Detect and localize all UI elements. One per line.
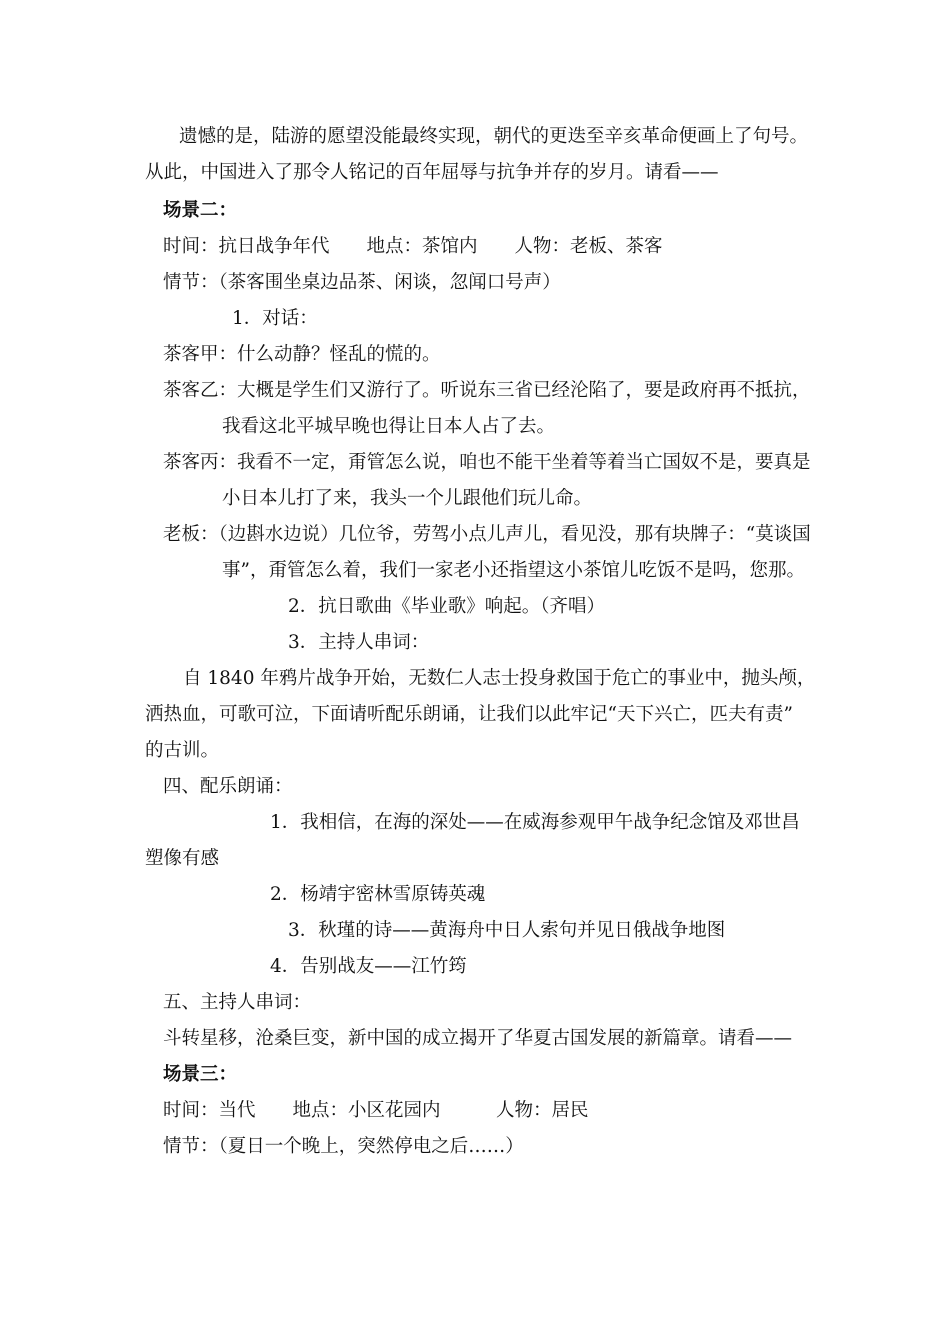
dialogue-continuation: 小日本儿打了来，我头一个儿跟他们玩儿命。 — [222, 488, 593, 509]
section-heading: 四、配乐朗诵： — [163, 776, 293, 797]
numbered-item: 2．抗日歌曲《毕业歌》响起。（齐唱） — [288, 596, 606, 617]
scene-heading: 场景二： — [163, 200, 238, 221]
paragraph-line: 洒热血，可歌可泣，下面请听配乐朗诵，让我们以此牢记“天下兴亡，匹夫有责” — [145, 704, 793, 725]
numbered-item: 2．杨靖宇密林雪原铸英魂 — [270, 884, 486, 905]
numbered-item-continuation: 塑像有感 — [145, 848, 220, 869]
section-heading: 五、主持人串词： — [163, 992, 312, 1013]
numbered-item: 1．对话： — [232, 308, 318, 329]
scene-info-line: 时间：当代 地点：小区花园内 人物：居民 — [163, 1100, 589, 1121]
plot-line: 情节：（茶客围坐桌边品茶、闲谈，忽闻口号声） — [163, 272, 561, 293]
numbered-item: 3．秋瑾的诗——黄海舟中日人索句并见日俄战争地图 — [288, 920, 726, 941]
scene-heading: 场景三： — [163, 1064, 238, 1085]
dialogue-line: 茶客乙：大概是学生们又游行了。听说东三省已经沦陷了，要是政府再不抵抗， — [163, 380, 811, 401]
dialogue-continuation: 我看这北平城早晚也得让日本人占了去。 — [222, 416, 556, 437]
dialogue-line: 茶客丙：我看不一定，甭管怎么说，咱也不能干坐着等着当亡国奴不是，要真是 — [163, 452, 811, 473]
paragraph-line: 从此，中国进入了那令人铭记的百年屈辱与抗争并存的岁月。请看—— — [145, 162, 719, 183]
scene-info-line: 时间：抗日战争年代 地点：茶馆内 人物：老板、茶客 — [163, 236, 663, 257]
plot-line: 情节：（夏日一个晚上，突然停电之后……） — [163, 1136, 524, 1157]
paragraph-line: 斗转星移，沧桑巨变，新中国的成立揭开了华夏古国发展的新篇章。请看—— — [163, 1028, 793, 1049]
dialogue-line: 老板：（边斟水边说）几位爷，劳驾小点儿声儿，看见没，那有块牌子：“莫谈国 — [163, 524, 811, 545]
dialogue-continuation: 事”，甭管怎么着，我们一家老小还指望这小茶馆儿吃饭不是吗，您那。 — [222, 560, 805, 581]
dialogue-line: 茶客甲：什么动静？怪乱的慌的。 — [163, 344, 441, 365]
paragraph-line: 遗憾的是，陆游的愿望没能最终实现，朝代的更迭至辛亥革命便画上了句号。 — [179, 126, 809, 147]
paragraph-line: 的古训。 — [145, 740, 220, 761]
numbered-item: 4．告别战友——江竹筠 — [270, 956, 467, 977]
numbered-item: 3．主持人串词： — [288, 632, 430, 653]
paragraph-line: 自 1840 年鸦片战争开始，无数仁人志士投身救国于危亡的事业中，抛头颅， — [183, 668, 816, 689]
numbered-item: 1．我相信，在海的深处——在威海参观甲午战争纪念馆及邓世昌 — [270, 812, 800, 833]
